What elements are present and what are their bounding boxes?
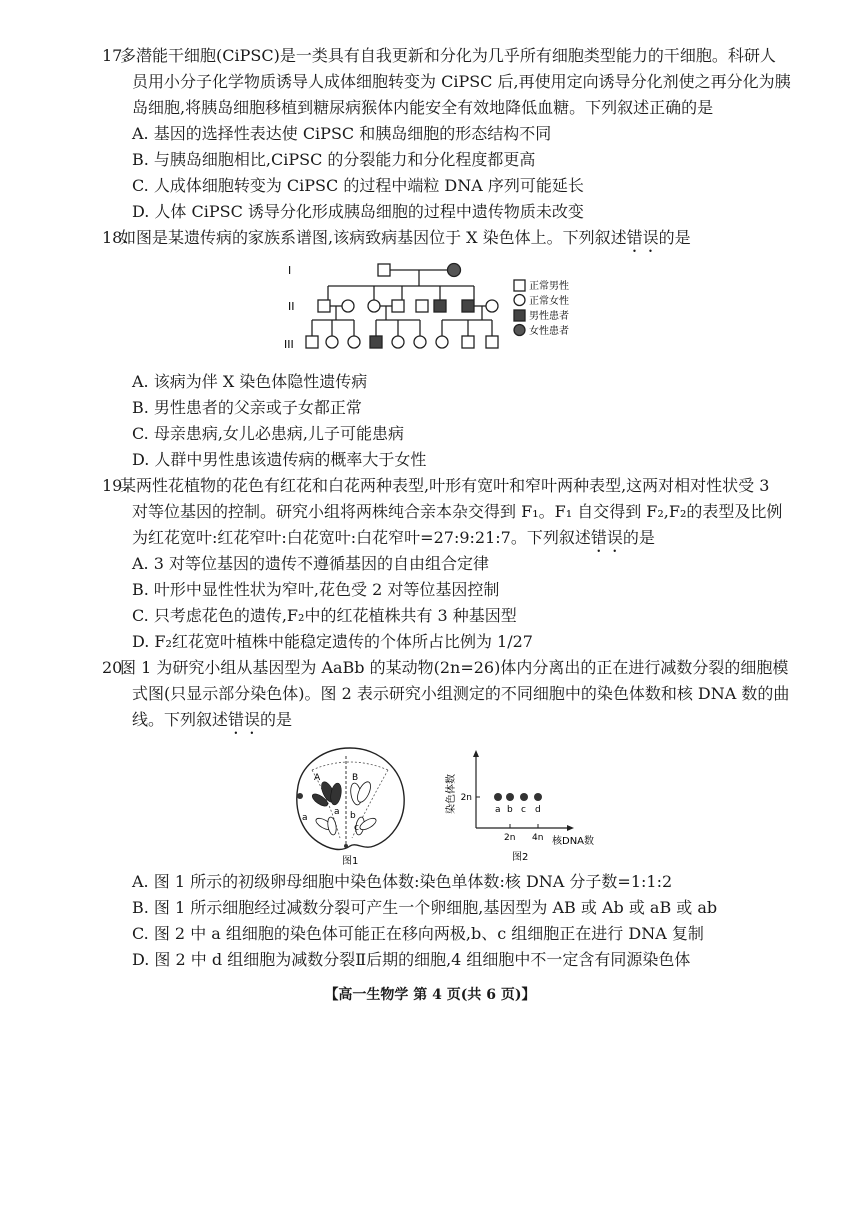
- q20-option-d: D. 图 2 中 d 组细胞为减数分裂Ⅱ后期的细胞,4 组细胞中不一定含有同源染色体: [132, 950, 691, 969]
- pedigree-chart: [270, 256, 590, 368]
- q19-option-d: D. F₂红花宽叶植株中能稳定遗传的个体所占比例为 1/27: [132, 632, 533, 651]
- fig2-point-b: [506, 793, 514, 801]
- q20-option-c: C. 图 2 中 a 组细胞的染色体可能正在移向两极,b、c 组细胞正在进行 DNA 复制: [132, 924, 704, 943]
- q18-stem-emphasis: 错误: [626, 228, 659, 247]
- q17-option-b: B. 与胰岛细胞相比,CiPSC 的分裂能力和分化程度都更高: [132, 150, 536, 169]
- q18-option-c: C. 母亲患病,女儿必患病,儿子可能患病: [132, 424, 405, 443]
- pedigree-ii-affected-male-1: [434, 300, 446, 312]
- q19-number: 19.: [102, 476, 128, 495]
- q19-option-c: C. 只考虑花色的遗传,F₂中的红花植株共有 3 种基因型: [132, 606, 517, 625]
- q19-emphasis: 错误: [590, 528, 623, 547]
- q20-stem-line3: [132, 708, 292, 738]
- figure-1-cell: [290, 742, 410, 866]
- fig2-caption: 图2: [512, 852, 529, 863]
- pedigree-gen-iii-label: III: [284, 338, 294, 351]
- fig2-xtick-4n: 4n: [532, 833, 544, 843]
- q18-number: 18.: [102, 228, 128, 247]
- fig2-point-label-b: b: [507, 805, 513, 815]
- pedigree-ii-affected-male-2: [462, 300, 474, 312]
- figure-2-scatter: [440, 748, 610, 866]
- q19-option-a: A. 3 对等位基因的遗传不遵循基因的自由组合定律: [132, 554, 489, 573]
- q19-text-3: 为红花宽叶:红花窄叶:白花宽叶:白花窄叶=27:9:21:7。下列叙述: [132, 528, 591, 547]
- q20-text-3: 线。下列叙述: [132, 710, 229, 729]
- q17-text-1: 多潜能干细胞(CiPSC)是一类具有自我更新和分化为几乎所有细胞类型能力的干细胞。科研人: [120, 46, 776, 65]
- q20-stem-line1: [102, 656, 789, 680]
- fig2-point-label-a: a: [495, 805, 501, 815]
- page-footer: 【高一生物学 第 4 页(共 6 页)】: [324, 987, 536, 1003]
- q18-stem-text: 如图是某遗传病的家族系谱图,该病致病基因位于 X 染色体上。下列叙述: [120, 228, 627, 247]
- q20-number: 20.: [102, 658, 128, 677]
- q20-emphasis: 错误: [228, 710, 261, 729]
- q17-stem-line2: 员用小分子化学物质诱导人成体细胞转变为 CiPSC 后,再使用定向诱导分化剂使之再分化为胰: [132, 72, 791, 91]
- q18-option-b: B. 男性患者的父亲或子女都正常: [132, 398, 362, 417]
- pedigree-iii-affected-male: [370, 336, 382, 348]
- q17-option-d: D. 人体 CiPSC 诱导分化形成胰岛细胞的过程中遗传物质未改变: [132, 202, 584, 221]
- fig2-ylabel: 染色体数: [446, 774, 457, 814]
- fig2-point-label-c: c: [521, 805, 526, 815]
- q17-number: 17.: [102, 46, 128, 65]
- legend-normal-female: 正常女性: [529, 296, 569, 307]
- legend-normal-male: 正常男性: [529, 281, 569, 292]
- fig2-point-d: [534, 793, 542, 801]
- q17-option-a: A. 基因的选择性表达使 CiPSC 和胰岛细胞的形态结构不同: [132, 124, 552, 143]
- pedigree-i-2-female-affected: [448, 264, 461, 277]
- q19-option-b: B. 叶形中显性性状为窄叶,花色受 2 对等位基因控制: [132, 580, 500, 599]
- q20-stem-line2: 式图(只显示部分染色体)。图 2 表示研究小组测定的不同细胞中的染色体数和核 DNA 数的曲: [132, 684, 790, 703]
- fig1-label-B: B: [352, 773, 359, 783]
- q19-stem-line1: [102, 474, 770, 498]
- fig2-xlabel: 核DNA数: [552, 836, 595, 847]
- fig2-point-c: [520, 793, 528, 801]
- q19-text-3-end: 的是: [622, 528, 655, 547]
- legend-affected-female: 女性患者: [529, 326, 569, 337]
- fig2-point-a: [494, 793, 502, 801]
- pedigree-gen-ii-label: II: [288, 300, 295, 313]
- fig1-caption: 图1: [342, 856, 359, 866]
- legend-affected-male: 男性患者: [529, 311, 569, 322]
- q18-option-d: D. 人群中男性患该遗传病的概率大于女性: [132, 450, 427, 469]
- q17-option-c: C. 人成体细胞转变为 CiPSC 的过程中端粒 DNA 序列可能延长: [132, 176, 584, 195]
- q20-option-a: A. 图 1 所示的初级卵母细胞中染色体数:染色单体数:核 DNA 分子数=1:1:2: [132, 872, 673, 891]
- pedigree-gen-i-label: I: [288, 264, 292, 277]
- fig2-xtick-2n: 2n: [504, 833, 516, 843]
- q18-option-a: A. 该病为伴 X 染色体隐性遗传病: [132, 372, 368, 391]
- fig1-label-b: b: [350, 811, 356, 821]
- fig1-label-a: a: [334, 807, 340, 817]
- fig1-label-a2: a: [302, 813, 308, 823]
- q19-stem-line2: 对等位基因的控制。研究小组将两株纯合亲本杂交得到 F₁。F₁ 自交得到 F₂,F₂的表型及比例: [132, 502, 783, 521]
- fig1-label-A: A: [314, 773, 321, 783]
- pedigree-i-1-male: [378, 264, 390, 276]
- q17-stem-line1: [102, 44, 776, 68]
- q20-option-b: B. 图 1 所示细胞经过减数分裂可产生一个卵细胞,基因型为 AB 或 Ab 或 aB 或 ab: [132, 898, 718, 917]
- fig2-point-label-d: d: [535, 805, 541, 815]
- q20-text-1: 图 1 为研究小组从基因型为 AaBb 的某动物(2n=26)体内分离出的正在进行减数分裂的细胞模: [120, 658, 789, 677]
- q19-text-1: 某两性花植物的花色有红花和白花两种表型,叶形有宽叶和窄叶两种表型,这两对相对性状受 3: [120, 476, 770, 495]
- fig1-label-c: c: [354, 823, 359, 833]
- q18-stem-end: 的是: [658, 228, 691, 247]
- q20-text-3-end: 的是: [260, 710, 293, 729]
- q18-stem: [102, 226, 691, 256]
- fig2-ytick-2n: 2n: [460, 793, 472, 803]
- q17-stem-line3: 岛细胞,将胰岛细胞移植到糖尿病猴体内能安全有效地降低血糖。下列叙述正确的是: [132, 98, 714, 117]
